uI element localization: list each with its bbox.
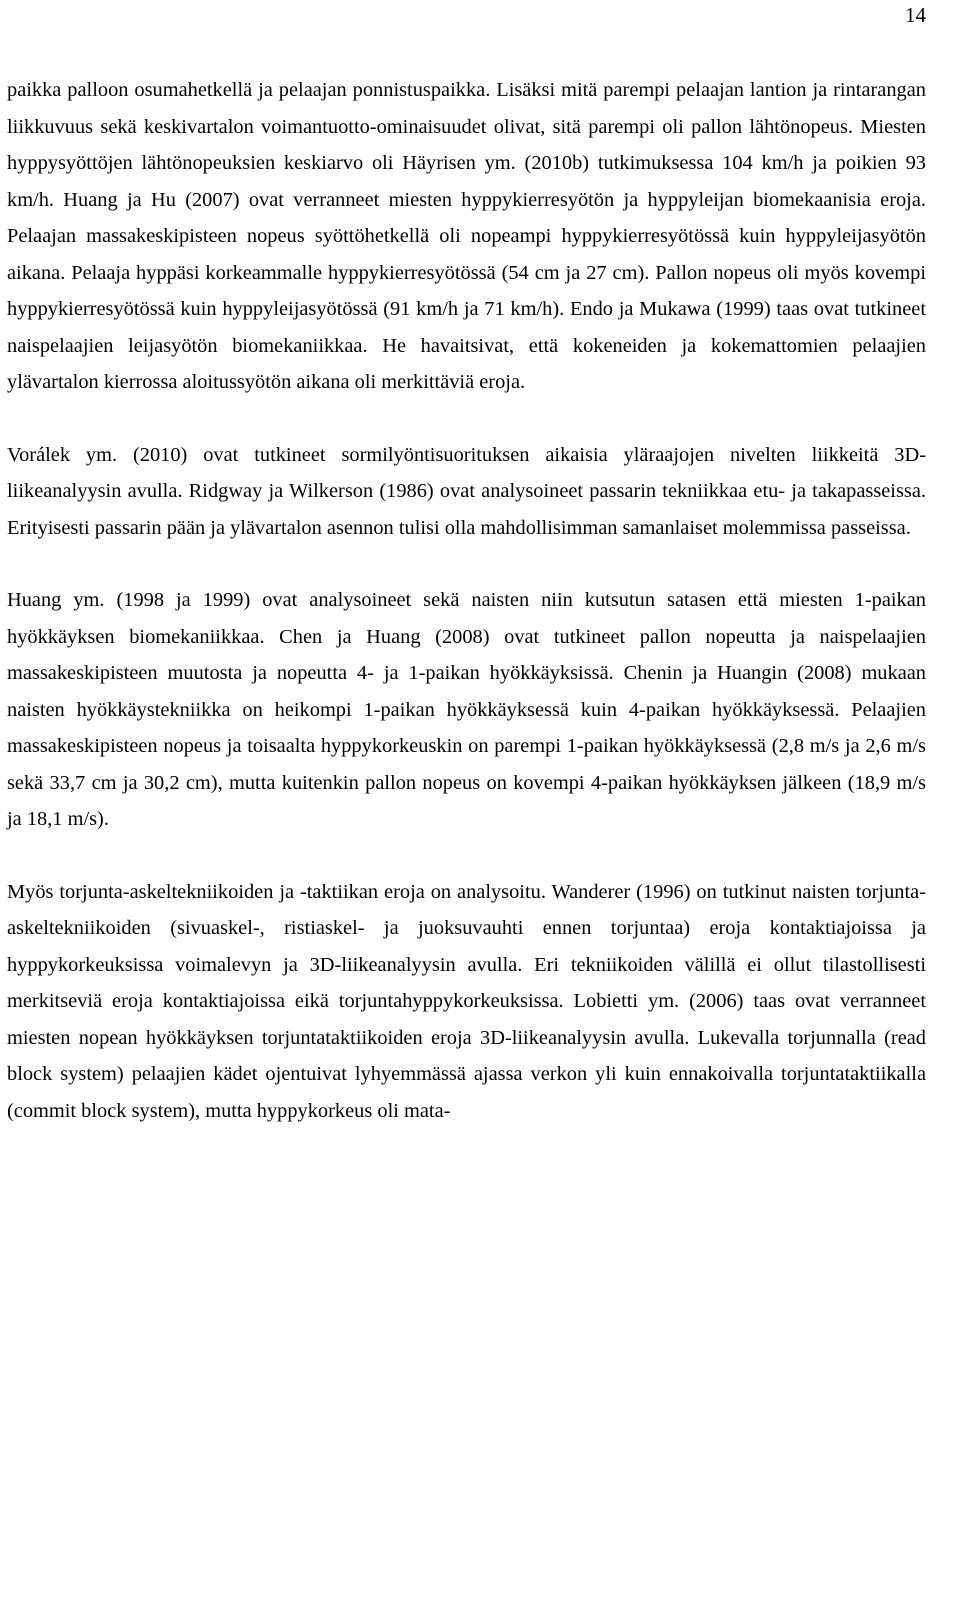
paragraph-4: Myös torjunta-askeltekniikoiden ja -taktiikan eroja on analysoitu. Wanderer (1996) on tutkinut naisten torjunta-askeltekniikoiden (sivuaskel-, ristiaskel- ja juoksuvauhti ennen torjuntaa) eroja kontaktiajoissa ja hyppykorkeuksissa voimalevyn ja 3D-liikeanalyysin avulla. Eri tekniikoiden välillä ei ollut tilastollisesti merkitseviä eroja kontaktiajoissa eikä torjuntahyppykorkeuksissa. Lobietti ym. (2006) taas ovat verranneet miesten nopean hyökkäyksen torjuntataktiikoiden eroja 3D-liikeanalyysin avulla. Lukevalla torjunnalla (read block system) pelaajien kädet ojentuivat lyhyemmässä ajassa verkon yli kuin ennakoivalla torjuntataktiikalla (commit block system), mutta hyppykorkeus oli mata- [7,880,926,1122]
page-body [7,72,926,1129]
page-number: 14 [905,3,926,27]
paragraph-3: Huang ym. (1998 ja 1999) ovat analysoineet sekä naisten niin kutsutun satasen että miesten 1-paikan hyökkäyksen biomekaniikkaa. Chen ja Huang (2008) ovat tutkineet pallon nopeutta ja naispelaajien massakeskipisteen muutosta ja nopeutta 4- ja 1-paikan hyökkäyksissä. Chenin ja Huangin (2008) mukaan naisten hyökkäystekniikka on heikompi 1-paikan hyökkäyksessä kuin 4-paikan hyökkäyksessä. Pelaajien massakeskipisteen nopeus ja toisaalta hyppykorkeuskin on parempi 1-paikan hyökkäyksessä (2,8 m/s ja 2,6 m/s sekä 33,7 cm ja 30,2 cm), mutta kuitenkin pallon nopeus on kovempi 4-paikan hyökkäyksen jälkeen (18,9 m/s ja 18,1 m/s). [7,589,926,830]
paragraph-1: paikka palloon osumahetkellä ja pelaajan ponnistuspaikka. Lisäksi mitä parempi pelaajan lantion ja rintarangan liikkuvuus sekä keskivartalon voimantuotto-ominaisuudet olivat, sitä parempi oli pallon lähtönopeus. Miesten hyppysyöttöjen lähtönopeuksien keskiarvo oli Häyrisen ym. (2010b) tutkimuksessa 104 km/h ja poikien 93 km/h. Huang ja Hu (2007) ovat verranneet miesten hyppykierresyötön ja hyppyleijan biomekaanisia eroja. Pelaajan massakeskipisteen nopeus syöttöhetkellä oli nopeampi hyppykierresyötössä kuin hyppyleijasyötön aikana. Pelaaja hyppäsi korkeammalle hyppykierresyötössä (54 cm ja 27 cm). Pallon nopeus oli myös kovempi hyppykierresyötössä kuin hyppyleijasyötössä (91 km/h ja 71 km/h). Endo ja Mukawa (1999) taas ovat tutkineet naispelaajien leijasyötön biomekaniikkaa. He havaitsivat, että kokeneiden ja kokemattomien pelaajien ylävartalon kierrossa aloitussyötön aikana oli merkittäviä eroja. [7,79,926,393]
paragraph-2: Vorálek ym. (2010) ovat tutkineet sormilyöntisuorituksen aikaisia yläraajojen nivelten liikkeitä 3D-liikeanalyysin avulla. Ridgway ja Wilkerson (1986) ovat analysoineet passarin tekniikkaa etu- ja takapasseissa. Erityisesti passarin pään ja ylävartalon asennon tulisi olla mahdollisimman samanlaiset molemmissa passeissa. [7,443,926,539]
